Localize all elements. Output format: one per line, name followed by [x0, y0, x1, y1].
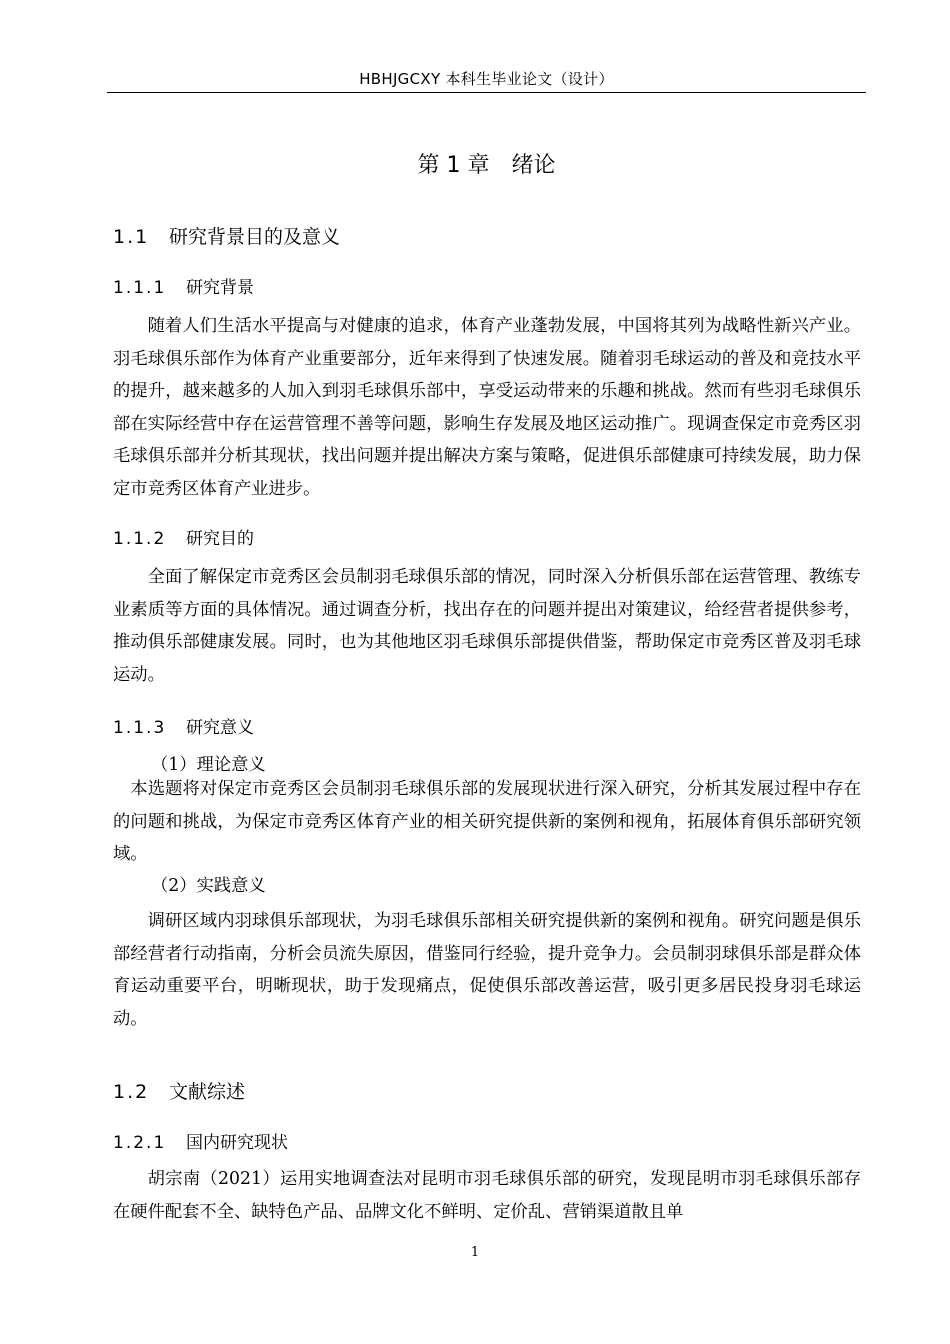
section-number: 1.1 [113, 226, 150, 248]
section-number: 1.1.2 [113, 529, 167, 549]
paragraph-practice: 调研区域内羽球俱乐部现状，为羽毛球俱乐部相关研究提供新的案例和视角。研究问题是俱乐部经营者行动指南，分析会员流失原因，借鉴同行经验，提升竞争力。会员制羽球俱乐部是群众体育运动重要平台，明晰现状，助于发现痛点，促使俱乐部改善运营，吸引更多居民投身羽毛球运动。 [113, 911, 861, 1029]
section-title: 研究背景目的及意义 [169, 226, 341, 248]
section-heading-1-1-2 [113, 524, 254, 549]
section-title: 研究背景 [186, 278, 254, 298]
section-title: 研究意义 [186, 718, 254, 738]
paragraph-domestic-research: 胡宗南（2021）运用实地调查法对昆明市羽毛球俱乐部的研究，发现昆明市羽毛球俱乐部存在硬件配套不全、缺特色产品、品牌文化不鲜明、定价乱、营销渠道散且单 [113, 1169, 861, 1222]
paragraph-theory: 本选题将对保定市竞秀区会员制羽毛球俱乐部的发展现状进行深入研究，分析其发展过程中存在的问题和挑战，为保定市竞秀区体育产业的相关研究提供新的案例和视角，拓展体育俱乐部研究领域。 [113, 779, 861, 864]
section-title: 国内研究现状 [186, 1133, 288, 1153]
section-heading-1-2 [113, 1077, 245, 1104]
section-number: 1.2.1 [113, 1133, 167, 1153]
header-divider [107, 92, 866, 93]
running-header: HBHJGCXY 本科生毕业论文（设计） [359, 70, 614, 88]
paragraph-research-purpose: 全面了解保定市竞秀区会员制羽毛球俱乐部的情况，同时深入分析俱乐部在运营管理、教练专业素质等方面的具体情况。通过调查分析，找出存在的问题并提出对策建议，给经营者提供参考，推动俱乐部健康发展。同时，也为其他地区羽毛球俱乐部提供借鉴，帮助保定市竞秀区普及羽毛球运动。 [113, 567, 861, 685]
subheading-practice: （2）实践意义 [151, 876, 266, 896]
section-heading-1-1 [113, 222, 340, 249]
subheading-theory: （1）理论意义 [151, 755, 266, 775]
paragraph-research-background: 随着人们生活水平提高与对健康的追求，体育产业蓬勃发展，中国将其列为战略性新兴产业。羽毛球俱乐部作为体育产业重要部分，近年来得到了快速发展。随着羽毛球运动的普及和竞技水平的提升，越来越多的人加入到羽毛球俱乐部中，享受运动带来的乐趣和挑战。然而有些羽毛球俱乐部在实际经营中存在运营管理不善等问题，影响生存发展及地区运动推广。现调查保定市竞秀区羽毛球俱乐部并分析其现状，找出问题并提出解决方案与策略，促进俱乐部健康可持续发展，助力保定市竞秀区体育产业进步。 [113, 316, 861, 499]
section-heading-1-1-1 [113, 273, 254, 298]
section-heading-1-1-3 [113, 713, 254, 738]
section-title: 研究目的 [186, 529, 254, 549]
section-number: 1.1.3 [113, 718, 167, 738]
section-title: 文献综述 [169, 1081, 246, 1103]
section-number: 1.1.1 [113, 278, 167, 298]
chapter-title: 第 1 章 绪论 [417, 153, 556, 178]
page-number: 1 [470, 1245, 480, 1260]
section-heading-1-2-1 [113, 1128, 288, 1153]
section-number: 1.2 [113, 1081, 150, 1103]
